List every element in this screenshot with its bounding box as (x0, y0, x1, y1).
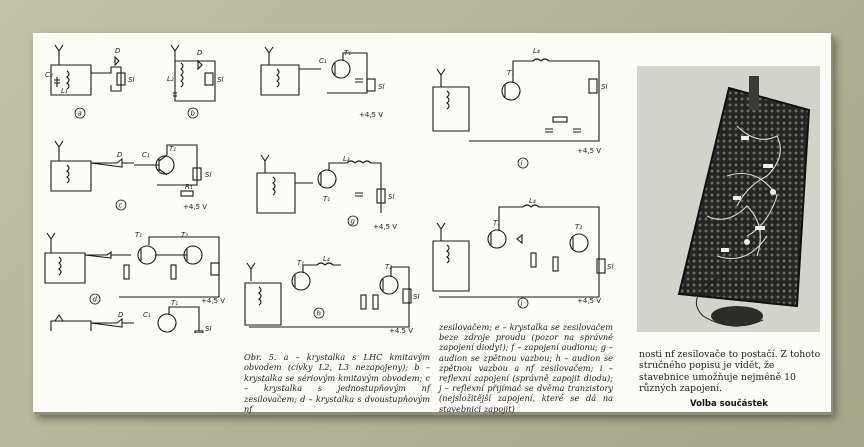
circuit-j-panel-label: j (520, 299, 523, 308)
circuit-e-t-label: T₁ (171, 299, 179, 307)
section-heading: Volba součástek (690, 399, 768, 409)
circuit-d-panel-label: d (92, 295, 97, 304)
circuit-j-l-label: L₄ (529, 197, 536, 205)
circuit-a-sl-label: Sl (128, 76, 135, 84)
circuit-c-voltage-label: +4,5 V (183, 203, 208, 211)
circuit-j-t2-label: T₂ (575, 223, 583, 231)
circuit-f-t-label: T₁ (344, 49, 352, 57)
circuit-c-sl-label: Sl (205, 171, 212, 179)
circuit-g-sl-label: Sl (388, 193, 395, 201)
circuit-f-voltage-label: +4,5 V (359, 111, 384, 119)
circuit-e-d-label: D (118, 311, 124, 319)
circuit-h-panel-label: h (316, 309, 321, 318)
circuit-c (51, 141, 201, 210)
circuit-a (51, 45, 125, 118)
circuit-i-t-label: T₁ (507, 69, 515, 77)
circuit-b-d-label: D (197, 49, 203, 57)
circuit-d-t2-label: T₂ (181, 231, 189, 239)
circuit-j (433, 205, 605, 308)
figure-caption-middle: zesilovačem; e – krystalka se zesilovačem beze zdroje proudu (pozor na správné zapojení diody!); f – zapojení audionu; g – audion se zpětnou vazbou; h – audion se zpětnou vazbou a nf zesilovačem; i – reflexní zapojení (správně zapojit diodu); j – reflexní přijímač se dvěma tranzistory (nejsložitější zapojení, které se dá na stavebnici zapojit) (439, 322, 613, 414)
circuit-d-t1-label: T₁ (135, 231, 143, 239)
circuit-b (171, 45, 215, 118)
circuit-g-t-label: T₁ (323, 195, 331, 203)
circuit-i-l-label: L₄ (533, 47, 540, 55)
circuit-e-sl-label: Sl (205, 325, 212, 333)
circuit-i-panel-label: i (520, 159, 523, 168)
circuit-b-sl-label: Sl (217, 76, 224, 84)
circuit-g-l-label: L₃ (343, 155, 350, 163)
circuit-f (261, 47, 375, 95)
kit-photo (637, 66, 820, 332)
circuit-h-l-label: L₄ (323, 255, 330, 263)
circuit-c-t-label: T₁ (169, 145, 177, 153)
circuit-j-voltage-label: +4,5 V (577, 297, 602, 305)
circuit-c-d-label: D (117, 151, 123, 159)
circuit-j-sl-label: Sl (607, 263, 614, 271)
circuit-g-voltage-label: +4,5 V (373, 223, 398, 231)
circuit-d (45, 233, 219, 304)
circuit-c-panel-label: c (118, 201, 123, 210)
circuit-d-voltage-label: +4,5 V (201, 297, 226, 305)
circuit-h-t1-label: T₁ (297, 259, 305, 267)
circuit-h-t2-label: T₂ (385, 263, 393, 271)
kit-photo-illustration (637, 66, 820, 332)
circuit-a-panel-label: a (77, 109, 82, 118)
circuit-i (433, 59, 602, 168)
circuit-j-t1-label: T₁ (493, 219, 501, 227)
circuit-a-c-label: C₂ (45, 71, 53, 79)
circuit-b-panel-label: b (190, 109, 195, 118)
circuit-a-d-label: D (115, 47, 121, 55)
circuit-diagram-svg (33, 33, 633, 333)
circuit-e (51, 307, 203, 333)
circuit-g-panel-label: g (350, 217, 355, 226)
circuit-diagrams (33, 33, 633, 333)
circuit-f-sl-label: Sl (378, 83, 385, 91)
headphone-coil (711, 306, 763, 326)
circuit-h-sl-label: Sl (413, 293, 420, 301)
circuit-f-c-label: C₁ (319, 57, 327, 65)
circuit-c-r-label: R₁ (185, 183, 193, 191)
circuit-i-sl-label: Sl (601, 83, 608, 91)
circuit-b-l-label: L₂ (167, 75, 174, 83)
scanned-page (33, 33, 831, 415)
circuit-c-c-label: C₁ (142, 151, 150, 159)
circuit-i-voltage-label: +4,5 V (577, 147, 602, 155)
circuit-h (245, 263, 411, 327)
circuit-e-c-label: C₁ (143, 311, 151, 319)
circuit-a-l-label: L₁ (61, 87, 68, 95)
circuit-h-voltage-label: +4,5 V (389, 327, 414, 333)
figure-caption-left: Obr. 5. a – krystalka s LHC kmitavým obvodem (cívky L2, L3 nezapojeny); b – krystalka se sériovým kmitavým obvodem; c – krystalka s jednostupňovým nf zesilovačem; d – krystalka s dvoustupňovým nf (244, 352, 430, 415)
circuit-g (257, 155, 385, 226)
article-body-text: nosti nf zesilovače to postačí. Z tohoto stručného popisu je vidět, že stavebnice umožňuje nejméně 10 různých zapojení. (639, 349, 821, 394)
